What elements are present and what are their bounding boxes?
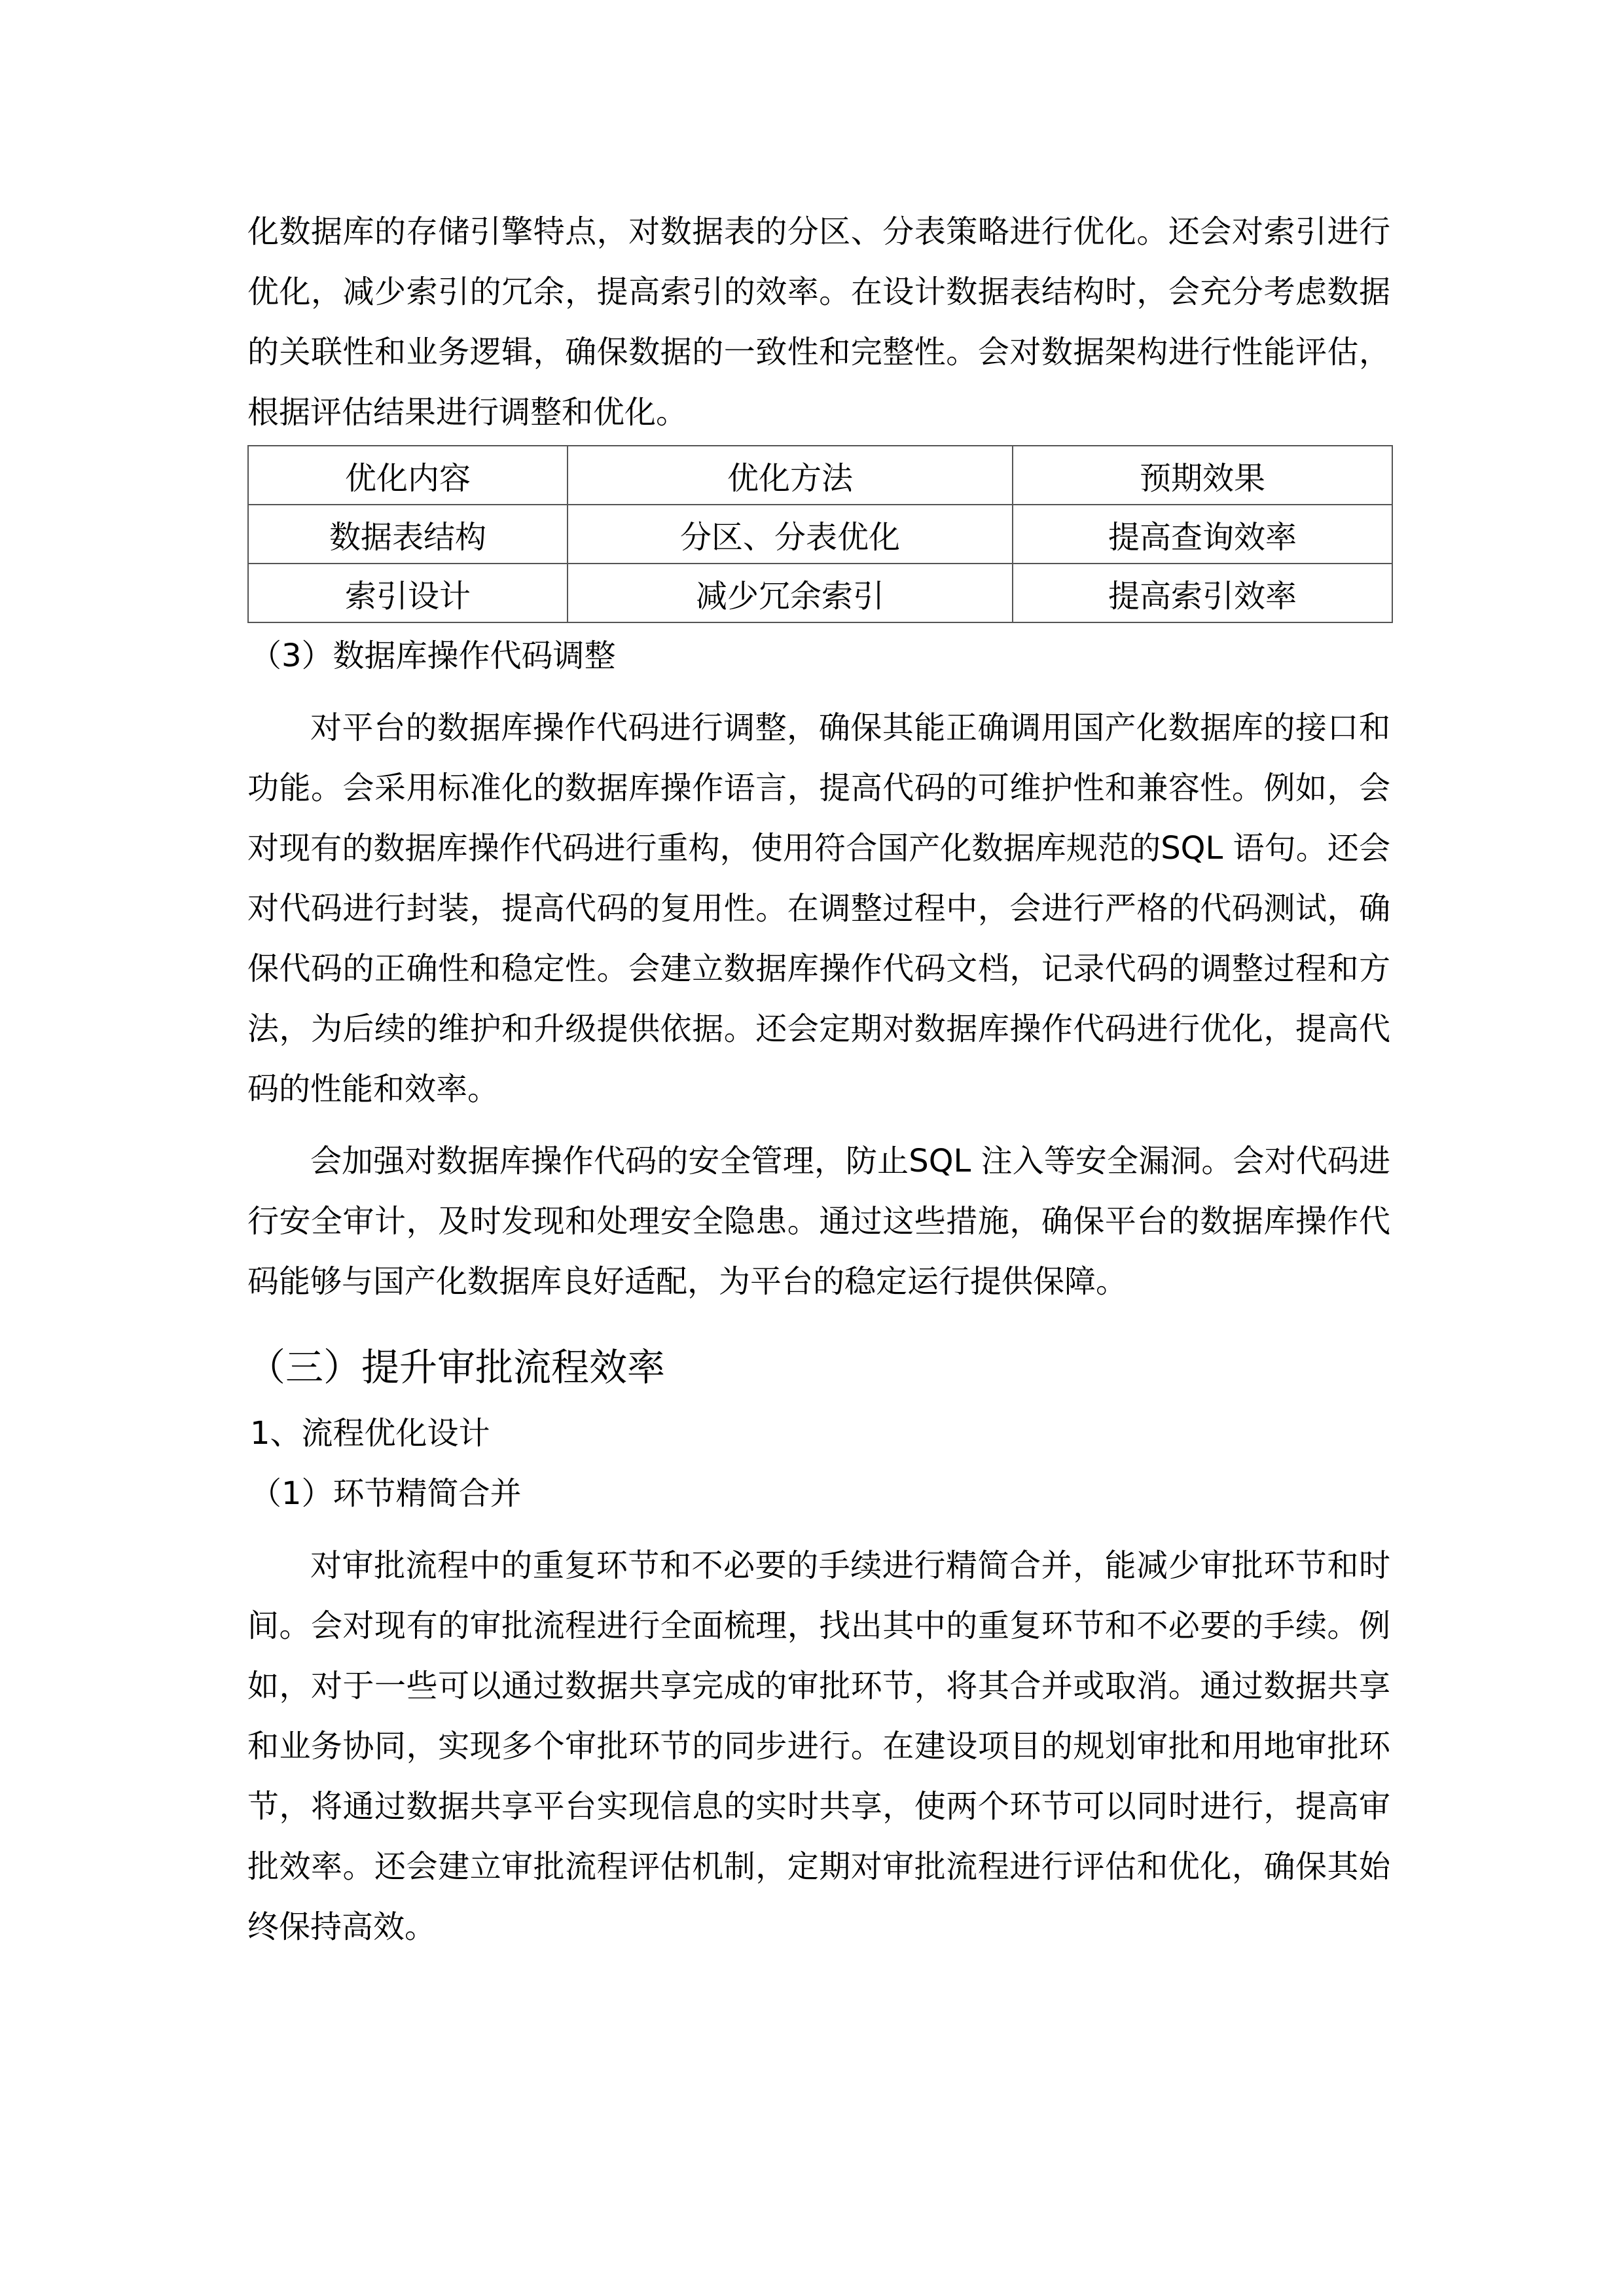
table-row xyxy=(248,564,1392,622)
section-heading-approval-efficiency: （三）提升审批流程效率 xyxy=(247,1345,666,1390)
paragraph-code-security: 会加强对数据库操作代码的安全管理，防止SQL 注入等安全漏洞。会对代码进行安全审计，及时发现和处理安全隐患。通过这些措施，确保平台的数据库操作代码能够与国产化数据库良好适配，为平台的稳定运行提供保障。 xyxy=(247,1143,1390,1300)
table-cell: 提高索引效率 xyxy=(1013,564,1392,622)
table-cell: 提高查询效率 xyxy=(1013,505,1392,564)
table-header-cell: 优化方法 xyxy=(568,446,1013,505)
table-cell: 分区、分表优化 xyxy=(568,505,1013,564)
table-header-cell: 优化内容 xyxy=(248,446,568,505)
table-cell: 索引设计 xyxy=(248,564,568,622)
document-body xyxy=(247,202,1390,1957)
table-row xyxy=(248,505,1392,564)
table-cell: 数据表结构 xyxy=(248,505,568,564)
item-heading-process-design: 1、流程优化设计 xyxy=(250,1415,490,1452)
paragraph-data-architecture: 化数据库的存储引擎特点，对数据表的分区、分表策略进行优化。还会对索引进行优化，减少索引的冗余，提高索引的效率。在设计数据表结构时，会充分考虑数据的关联性和业务逻辑，确保数据的一致性和完整性。会对数据架构进行性能评估，根据评估结果进行调整和优化。 xyxy=(247,213,1390,431)
table-header-row xyxy=(248,446,1392,505)
optimization-table xyxy=(247,445,1393,623)
table-cell: 减少冗余索引 xyxy=(568,564,1013,622)
paragraph-code-adjustment: 对平台的数据库操作代码进行调整，确保其能正确调用国产化数据库的接口和功能。会采用标准化的数据库操作语言，提高代码的可维护性和兼容性。例如，会对现有的数据库操作代码进行重构，使用符合国产化数据库规范的SQL 语句。还会对代码进行封装，提高代码的复用性。在调整过程中，会进行严格的代码测试，确保代码的正确性和稳定性。会建立数据库操作代码文档，记录代码的调整过程和方法，为后续的维护和升级提供依据。还会定期对数据库操作代码进行优化，提高代码的性能和效率。 xyxy=(247,709,1390,1107)
paragraph-merge-steps: 对审批流程中的重复环节和不必要的手续进行精简合并，能减少审批环节和时间。会对现有的审批流程进行全面梳理，找出其中的重复环节和不必要的手续。例如，对于一些可以通过数据共享完成的审批环节，将其合并或取消。通过数据共享和业务协同，实现多个审批环节的同步进行。在建设项目的规划审批和用地审批环节，将通过数据共享平台实现信息的实时共享，使两个环节可以同时进行，提高审批效率。还会建立审批流程评估机制，定期对审批流程进行评估和优化，确保其始终保持高效。 xyxy=(247,1547,1390,1945)
subsection-heading-merge-steps: （1）环节精简合并 xyxy=(250,1475,522,1512)
subsection-heading-code-adjustment: （3）数据库操作代码调整 xyxy=(250,637,616,674)
table-header-cell: 预期效果 xyxy=(1013,446,1392,505)
